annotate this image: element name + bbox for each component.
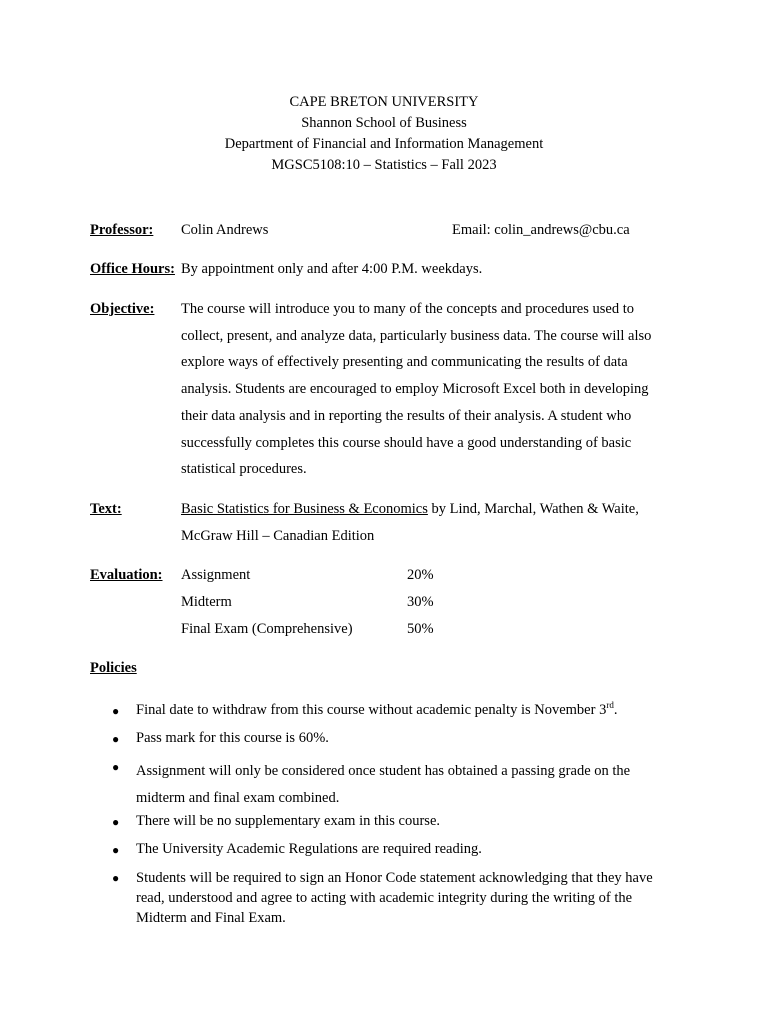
policy-item: Assignment will only be considered once student has obtained a passing grade on the midterm and final exam combined.	[136, 763, 631, 806]
document-header	[0, 92, 768, 176]
bullet-icon: ●	[112, 732, 120, 746]
evaluation-label: Evaluation:	[90, 567, 163, 583]
professor-label: Professor:	[90, 222, 154, 238]
evaluation-item-weight: 30%	[407, 594, 434, 610]
bullet-icon: ●	[112, 704, 120, 718]
objective-line: The course will introduce you to many of the concepts and procedures used to	[181, 301, 634, 317]
textbook-publisher: McGraw Hill – Canadian Edition	[181, 527, 375, 544]
objective-line: successfully completes this course should have a good understanding of basic	[181, 434, 632, 451]
school-name: Shannon School of Business	[301, 115, 467, 131]
evaluation-item-weight: 20%	[407, 567, 434, 583]
department-name: Department of Financial and Information Management	[224, 136, 544, 152]
ordinal-suffix: rd	[606, 700, 614, 710]
objective-line: explore ways of effectively presenting and communicating the results of data	[181, 354, 628, 371]
bullet-icon: ●	[112, 871, 120, 885]
objective-label: Objective:	[90, 301, 155, 317]
course-title: MGSC5108:10 – Statistics – Fall 2023	[271, 157, 497, 173]
objective-line: collect, present, and analyze data, particularly business data. The course will also	[181, 327, 652, 344]
office-hours-value: By appointment only and after 4:00 P.M. weekdays.	[181, 261, 483, 277]
textbook-info	[181, 496, 681, 549]
evaluation-item-weight: 50%	[407, 621, 434, 637]
evaluation-item-name: Final Exam (Comprehensive)	[181, 621, 353, 637]
office-hours-label: Office Hours:	[90, 261, 175, 277]
evaluation-item-name: Assignment	[181, 567, 251, 583]
professor-email: Email: colin_andrews@cbu.ca	[452, 222, 630, 238]
text-label: Text:	[90, 501, 122, 517]
textbook-line	[181, 496, 681, 523]
objective-line: analysis. Students are encouraged to employ Microsoft Excel both in developing	[181, 381, 649, 398]
objective-paragraph	[181, 296, 681, 483]
objective-line: their data analysis and in reporting the results of their analysis. A student who	[181, 407, 632, 424]
evaluation-item-name: Midterm	[181, 594, 232, 610]
textbook-title: Basic Statistics for Business & Economics	[181, 501, 428, 517]
policies-heading: Policies	[90, 660, 137, 676]
policy-item: There will be no supplementary exam in this course.	[136, 813, 441, 829]
bullet-icon: ●	[112, 843, 120, 857]
textbook-authors: by Lind, Marchal, Wathen & Waite,	[427, 501, 639, 517]
policy-item: Students will be required to sign an Honor Code statement acknowledging that they have read, understood and agree to acting with academic integrity during the writing of the Midterm and Final Exam.	[136, 870, 653, 926]
professor-name: Colin Andrews	[181, 222, 269, 238]
bullet-icon: ●	[112, 815, 120, 829]
objective-line: statistical procedures.	[181, 461, 307, 478]
policy-item: Final date to withdraw from this course without academic penalty is November 3rd.	[136, 700, 618, 718]
bullet-icon: ●	[112, 760, 120, 774]
policy-item: Pass mark for this course is 60%.	[136, 730, 329, 746]
policy-item: The University Academic Regulations are required reading.	[136, 841, 482, 857]
university-name: CAPE BRETON UNIVERSITY	[289, 94, 479, 110]
